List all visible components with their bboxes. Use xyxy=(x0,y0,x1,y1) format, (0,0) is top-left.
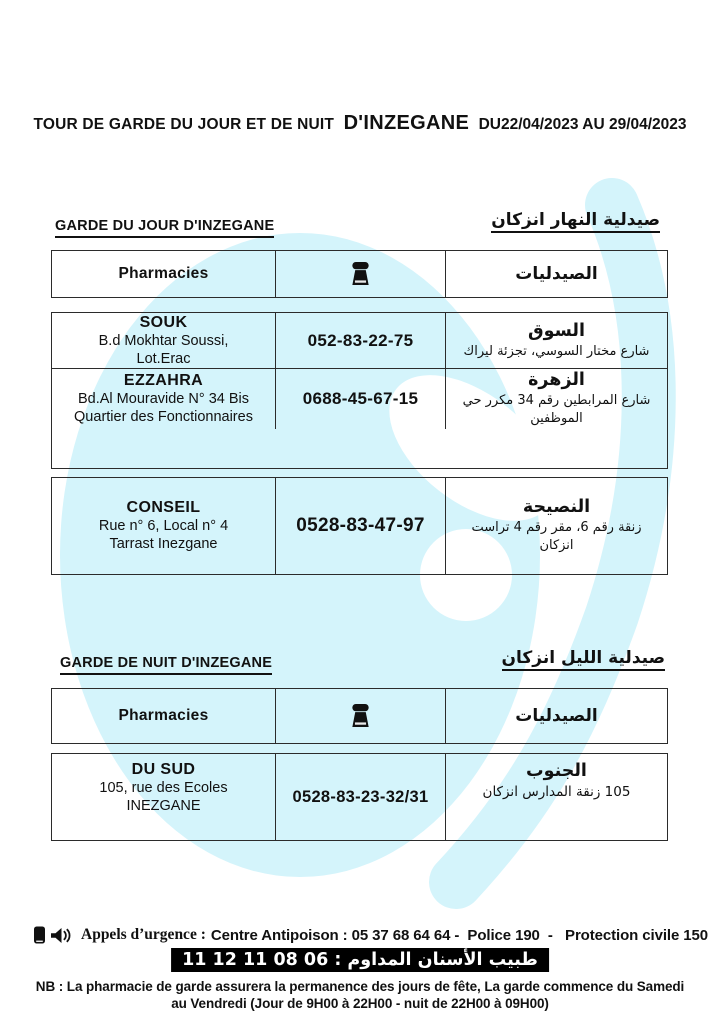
pharmacy-name-ar: السوق xyxy=(528,321,585,342)
pharmacy-name-ar: الزهرة xyxy=(528,370,585,391)
night-header-phone xyxy=(276,689,446,743)
table-row-souk xyxy=(52,313,667,369)
pharmacy-name-ar: الجنوب xyxy=(526,761,587,781)
pharmacy-address1: Rue n° 6, Local n° 4 xyxy=(98,518,229,535)
conseil-name-cell xyxy=(52,478,276,574)
conseil-phone-cell xyxy=(276,478,446,574)
pharmacy-address1: B.d Mokhtar Soussi, xyxy=(98,333,229,349)
souk-arabic-cell xyxy=(446,313,667,368)
ezzahra-phone-cell xyxy=(276,369,446,428)
pharmacy-name-ar: النصيحة xyxy=(522,497,591,518)
header-pharmacies-ar-label: الصيدليات xyxy=(515,706,598,726)
souk-phone-cell xyxy=(276,313,446,368)
megaphone-icon xyxy=(50,927,72,944)
night-table-header xyxy=(51,688,668,744)
night-section-heading-ar xyxy=(502,648,665,671)
pharmacy-name: DU SUD xyxy=(131,761,196,778)
title-prefix: TOUR DE GARDE DU JOUR ET DE NUIT xyxy=(33,116,335,133)
pharmacy-phone: 0528-83-23-32/31 xyxy=(292,787,429,806)
header-pharmacies-ar-label: الصيدليات xyxy=(515,264,598,284)
pharmacy-address1: 105, rue des Ecoles xyxy=(99,780,228,796)
pharmacy-address2: Quartier des Fonctionnaires xyxy=(74,408,253,425)
day-heading-ar-text: صيدلية النهار انزكان xyxy=(491,210,660,233)
nb-note-line1: NB : La pharmacie de garde assurera la permanence des jours de fête, La garde commence du Samedi xyxy=(35,979,685,994)
nb-note-line2: au Vendredi (Jour de 9H00 à 22H00 - nuit de 22H00 à 09H00) xyxy=(171,996,549,1011)
pharmacy-address-ar: زنقة رقم 6، مقر رقم 4 تراست انزكان xyxy=(471,520,642,554)
pharmacy-address2: Lot.Erac xyxy=(136,350,191,367)
day-section-heading-ar xyxy=(491,210,660,233)
day-section-heading-fr xyxy=(55,217,274,238)
ezzahra-arabic-cell xyxy=(446,369,667,428)
dusud-arabic-cell xyxy=(446,754,667,840)
dusud-phone-cell xyxy=(276,754,446,840)
emergency-icons xyxy=(33,926,72,944)
pharmacy-name: CONSEIL xyxy=(126,499,201,517)
pharmacy-address2: INEZGANE xyxy=(126,797,201,814)
night-heading-ar-text: صيدلية الليل انزكان xyxy=(502,648,665,671)
pharmacy-phone: 0688-45-67-15 xyxy=(302,388,419,408)
pharmacy-address-ar: شارع مختار السوسي، تجزئة ليراك xyxy=(463,343,650,359)
night-section-heading-fr xyxy=(60,654,272,675)
title-dates: DU22/04/2023 AU 29/04/2023 xyxy=(478,116,687,133)
dentist-on-duty-banner: طبيب الأسنان المداوم : 06 08 11 12 11 xyxy=(171,948,549,972)
emergency-text: Centre Antipoison : 05 37 68 64 64 - Police 190 - Protection civile 150 xyxy=(210,926,708,944)
night-heading-fr-text: GARDE DE NUIT D'INZEGANE xyxy=(60,655,272,675)
emergency-numbers-line xyxy=(33,926,708,944)
pharmacy-name: SOUK xyxy=(139,314,188,331)
pharmacy-address1: Bd.Al Mouravide N° 34 Bis xyxy=(77,391,249,408)
pharmacy-address-ar: شارع المرابطين رقم 34 مكرر حي الموظفين xyxy=(462,393,651,427)
conseil-arabic-cell xyxy=(446,478,667,574)
pharmacy-phone: 0528-83-47-97 xyxy=(296,515,425,536)
phone-icon xyxy=(349,703,372,729)
table-row-conseil xyxy=(51,477,668,575)
night-header-pharmacies xyxy=(52,689,276,743)
ezzahra-name-cell xyxy=(52,369,276,428)
night-header-pharmacies-ar xyxy=(446,689,667,743)
pharmacy-address2: Tarrast Inezgane xyxy=(109,536,218,552)
day-header-pharmacies-ar xyxy=(446,251,667,297)
header-pharmacies-label: Pharmacies xyxy=(118,265,209,282)
day-table-header xyxy=(51,250,668,298)
souk-name-cell xyxy=(52,313,276,368)
pharmacy-name: EZZAHRA xyxy=(123,372,204,390)
pharmacy-phone: 052-83-22-75 xyxy=(307,330,414,350)
day-header-pharmacies xyxy=(52,251,276,297)
title-city: D'INZEGANE xyxy=(343,112,470,134)
day-header-phone xyxy=(276,251,446,297)
header-pharmacies-label: Pharmacies xyxy=(118,707,209,724)
day-heading-fr-text: GARDE DU JOUR D'INZEGANE xyxy=(55,218,274,238)
table-row-ezzahra xyxy=(52,369,667,428)
dusud-name-cell xyxy=(52,754,276,840)
table-row-du-sud xyxy=(51,753,668,841)
pharmacy-address-ar: 105 زنقة المدارس انزكان xyxy=(482,783,631,800)
phone-icon xyxy=(349,261,372,287)
mobile-phone-icon xyxy=(33,926,46,944)
day-table-rows-block xyxy=(51,312,668,469)
page-title xyxy=(0,112,720,135)
emergency-label: Appels d’urgence : xyxy=(81,926,206,943)
